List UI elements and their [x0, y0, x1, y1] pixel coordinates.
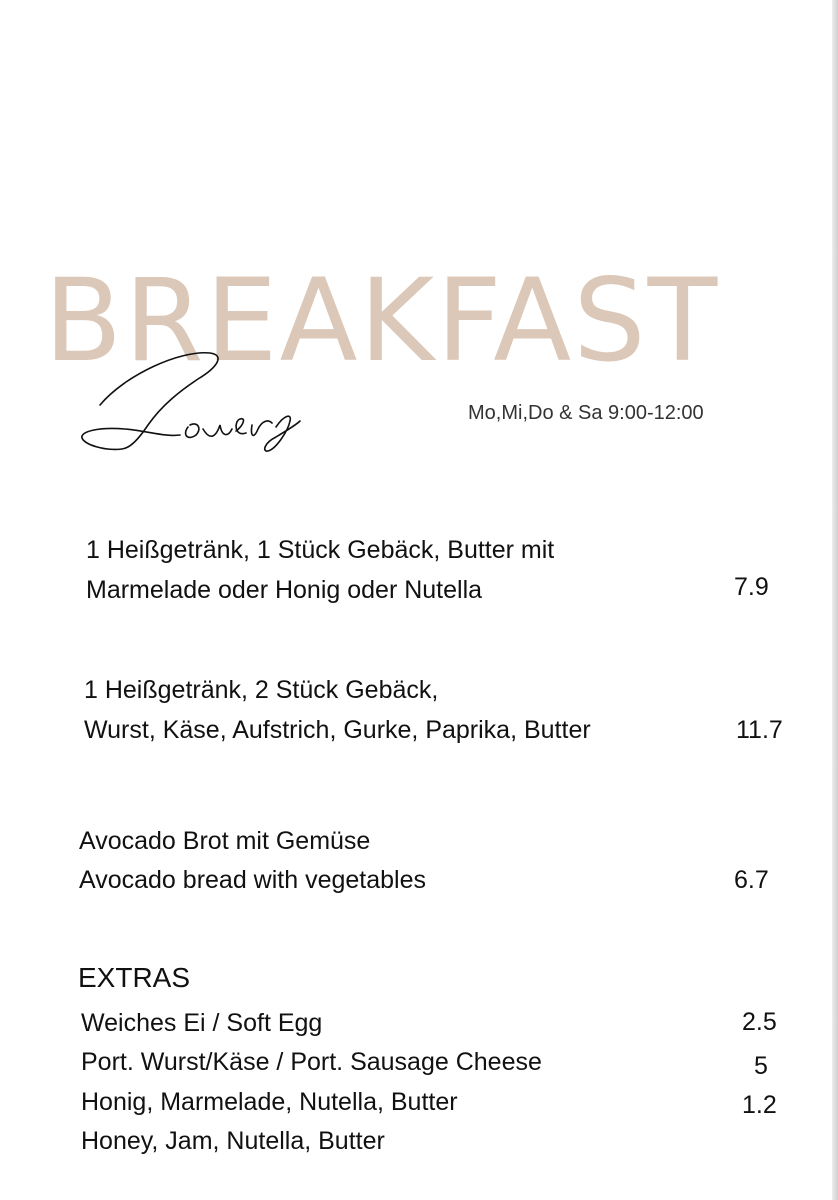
menu-item-3-line-2: Avocado bread with vegetables	[79, 866, 426, 894]
extras-item-3-label: Honig, Marmelade, Nutella, Butter	[81, 1088, 458, 1116]
extras-item-1-price: 2.5	[742, 1008, 777, 1036]
menu-item-1-line-1: 1 Heißgetränk, 1 Stück Gebäck, Butter mit	[86, 536, 555, 564]
menu-item-2-price: 11.7	[736, 716, 783, 744]
extras-item-1-label: Weiches Ei / Soft Egg	[81, 1009, 323, 1037]
menu-item-1-price: 7.9	[734, 573, 769, 601]
extras-item-2-label: Port. Wurst/Käse / Port. Sausage Cheese	[81, 1048, 542, 1076]
menu-item-3-line-1: Avocado Brot mit Gemüse	[79, 827, 371, 855]
menu-title: BREAKFAST	[44, 254, 720, 387]
opening-hours: Mo,Mi,Do & Sa 9:00-12:00	[468, 402, 704, 424]
extras-item-4-label: Honey, Jam, Nutella, Butter	[81, 1127, 385, 1155]
lovers-script-logo	[70, 345, 310, 460]
extras-item-3-price: 1.2	[742, 1091, 777, 1119]
page-edge-shadow	[832, 0, 838, 1200]
extras-heading: EXTRAS	[78, 962, 191, 993]
menu-item-1-line-2: Marmelade oder Honig oder Nutella	[86, 576, 483, 604]
menu-item-3-price: 6.7	[734, 866, 769, 894]
menu-item-2-line-2: Wurst, Käse, Aufstrich, Gurke, Paprika, Butter	[84, 716, 591, 744]
extras-item-2-price: 5	[754, 1052, 768, 1080]
menu-item-2-line-1: 1 Heißgetränk, 2 Stück Gebäck,	[84, 676, 439, 704]
